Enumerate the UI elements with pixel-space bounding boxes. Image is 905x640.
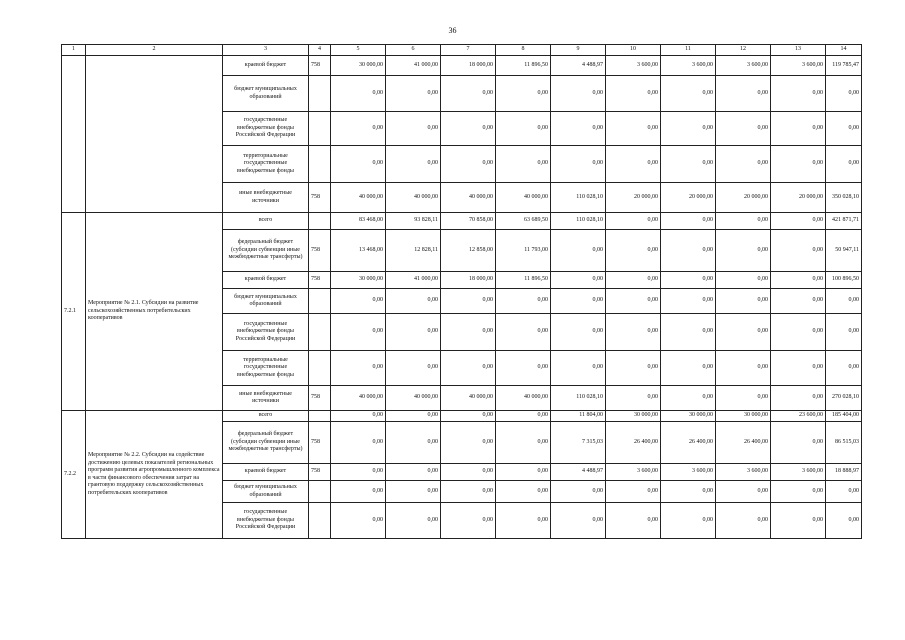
amount-cell: 40 000,00 bbox=[331, 386, 386, 411]
column-number-header: 7 bbox=[441, 45, 496, 56]
budget-code bbox=[309, 351, 331, 386]
column-number-header: 5 bbox=[331, 45, 386, 56]
funding-source: государственные внебюджетные фонды Российской Федерации bbox=[223, 112, 309, 146]
amount-cell: 86 515,03 bbox=[826, 422, 862, 464]
amount-cell: 0,00 bbox=[771, 503, 826, 539]
amount-cell: 0,00 bbox=[606, 314, 661, 351]
amount-cell: 0,00 bbox=[441, 146, 496, 183]
column-number-header-row bbox=[62, 45, 862, 56]
item-name: Мероприятие № 2.2. Субсидии на содействие достижению целевых показателей региональных программ развития агропромышленного комплекса в части финансового обеспечения затрат на грантовую поддержку сельскохозяйственных потребительских кооперативов bbox=[86, 411, 223, 539]
amount-cell: 30 000,00 bbox=[716, 411, 771, 422]
budget-code bbox=[309, 503, 331, 539]
amount-cell: 0,00 bbox=[771, 76, 826, 112]
budget-code bbox=[309, 213, 331, 230]
amount-cell: 0,00 bbox=[716, 146, 771, 183]
amount-cell: 18 000,00 bbox=[441, 56, 496, 76]
amount-cell: 270 028,10 bbox=[826, 386, 862, 411]
column-number-header: 13 bbox=[771, 45, 826, 56]
amount-cell: 0,00 bbox=[661, 146, 716, 183]
amount-cell: 0,00 bbox=[606, 272, 661, 289]
funding-source: государственные внебюджетные фонды Российской Федерации bbox=[223, 314, 309, 351]
amount-cell: 30 000,00 bbox=[661, 411, 716, 422]
amount-cell: 0,00 bbox=[826, 112, 862, 146]
amount-cell: 0,00 bbox=[496, 422, 551, 464]
amount-cell: 0,00 bbox=[606, 351, 661, 386]
funding-source: государственные внебюджетные фонды Российской Федерации bbox=[223, 503, 309, 539]
amount-cell: 0,00 bbox=[826, 76, 862, 112]
budget-code: 758 bbox=[309, 183, 331, 213]
amount-cell: 40 000,00 bbox=[331, 183, 386, 213]
amount-cell: 0,00 bbox=[661, 481, 716, 503]
amount-cell: 0,00 bbox=[331, 464, 386, 481]
amount-cell: 0,00 bbox=[331, 112, 386, 146]
amount-cell: 23 600,00 bbox=[771, 411, 826, 422]
amount-cell: 0,00 bbox=[606, 230, 661, 272]
amount-cell: 0,00 bbox=[441, 411, 496, 422]
funding-source: всего bbox=[223, 213, 309, 230]
amount-cell: 0,00 bbox=[386, 289, 441, 314]
amount-cell: 40 000,00 bbox=[441, 386, 496, 411]
budget-table bbox=[61, 44, 862, 539]
column-number-header: 2 bbox=[86, 45, 223, 56]
amount-cell: 3 600,00 bbox=[716, 464, 771, 481]
amount-cell: 0,00 bbox=[826, 314, 862, 351]
amount-cell: 41 000,00 bbox=[386, 56, 441, 76]
amount-cell: 0,00 bbox=[716, 386, 771, 411]
amount-cell: 0,00 bbox=[551, 503, 606, 539]
funding-source: бюджет муниципальных образований bbox=[223, 76, 309, 112]
item-code bbox=[62, 56, 86, 213]
amount-cell: 11 896,50 bbox=[496, 56, 551, 76]
amount-cell: 0,00 bbox=[496, 289, 551, 314]
amount-cell: 40 000,00 bbox=[386, 183, 441, 213]
amount-cell: 0,00 bbox=[606, 76, 661, 112]
funding-source: краевой бюджет bbox=[223, 56, 309, 76]
budget-code bbox=[309, 76, 331, 112]
amount-cell: 3 600,00 bbox=[606, 464, 661, 481]
amount-cell: 3 600,00 bbox=[661, 464, 716, 481]
amount-cell: 11 896,50 bbox=[496, 272, 551, 289]
amount-cell: 0,00 bbox=[386, 76, 441, 112]
amount-cell: 0,00 bbox=[496, 314, 551, 351]
amount-cell: 0,00 bbox=[331, 314, 386, 351]
amount-cell: 421 871,71 bbox=[826, 213, 862, 230]
amount-cell: 0,00 bbox=[661, 386, 716, 411]
amount-cell: 93 828,11 bbox=[386, 213, 441, 230]
amount-cell: 3 600,00 bbox=[606, 56, 661, 76]
amount-cell: 0,00 bbox=[661, 289, 716, 314]
amount-cell: 0,00 bbox=[441, 481, 496, 503]
amount-cell: 26 400,00 bbox=[606, 422, 661, 464]
amount-cell: 0,00 bbox=[496, 481, 551, 503]
amount-cell: 0,00 bbox=[386, 146, 441, 183]
table-row bbox=[62, 56, 862, 76]
amount-cell: 30 000,00 bbox=[331, 272, 386, 289]
column-number-header: 9 bbox=[551, 45, 606, 56]
amount-cell: 0,00 bbox=[716, 112, 771, 146]
amount-cell: 11 804,00 bbox=[551, 411, 606, 422]
amount-cell: 0,00 bbox=[551, 112, 606, 146]
amount-cell: 3 600,00 bbox=[771, 56, 826, 76]
amount-cell: 0,00 bbox=[331, 481, 386, 503]
amount-cell: 0,00 bbox=[441, 351, 496, 386]
amount-cell: 185 404,00 bbox=[826, 411, 862, 422]
amount-cell: 41 000,00 bbox=[386, 272, 441, 289]
funding-source: территориальные государственные внебюджетные фонды bbox=[223, 351, 309, 386]
amount-cell: 0,00 bbox=[771, 272, 826, 289]
amount-cell: 0,00 bbox=[386, 351, 441, 386]
amount-cell: 0,00 bbox=[716, 503, 771, 539]
item-name: Мероприятие № 2.1. Субсидии на развитие сельскохозяйственных потребительских кооперативов bbox=[86, 213, 223, 411]
amount-cell: 0,00 bbox=[551, 146, 606, 183]
column-number-header: 11 bbox=[661, 45, 716, 56]
amount-cell: 3 600,00 bbox=[771, 464, 826, 481]
amount-cell: 30 000,00 bbox=[331, 56, 386, 76]
amount-cell: 110 028,10 bbox=[551, 183, 606, 213]
amount-cell: 0,00 bbox=[771, 289, 826, 314]
funding-source: иные внебюджетные источники bbox=[223, 386, 309, 411]
amount-cell: 20 000,00 bbox=[716, 183, 771, 213]
amount-cell: 0,00 bbox=[826, 481, 862, 503]
amount-cell: 0,00 bbox=[331, 76, 386, 112]
amount-cell: 0,00 bbox=[606, 213, 661, 230]
amount-cell: 0,00 bbox=[606, 503, 661, 539]
amount-cell: 0,00 bbox=[496, 146, 551, 183]
funding-source: федеральный бюджет (субсидии субвенции иные межбюджетные трансферты) bbox=[223, 422, 309, 464]
funding-source: бюджет муниципальных образований bbox=[223, 481, 309, 503]
amount-cell: 0,00 bbox=[716, 230, 771, 272]
amount-cell: 0,00 bbox=[496, 411, 551, 422]
amount-cell: 7 315,03 bbox=[551, 422, 606, 464]
amount-cell: 0,00 bbox=[551, 289, 606, 314]
amount-cell: 0,00 bbox=[386, 112, 441, 146]
budget-code: 758 bbox=[309, 422, 331, 464]
budget-code: 758 bbox=[309, 56, 331, 76]
amount-cell: 26 400,00 bbox=[716, 422, 771, 464]
amount-cell: 0,00 bbox=[716, 213, 771, 230]
column-number-header: 10 bbox=[606, 45, 661, 56]
item-name bbox=[86, 56, 223, 213]
amount-cell: 0,00 bbox=[771, 146, 826, 183]
amount-cell: 110 028,10 bbox=[551, 386, 606, 411]
budget-code bbox=[309, 289, 331, 314]
amount-cell: 0,00 bbox=[606, 289, 661, 314]
amount-cell: 0,00 bbox=[661, 351, 716, 386]
amount-cell: 26 400,00 bbox=[661, 422, 716, 464]
amount-cell: 0,00 bbox=[386, 481, 441, 503]
amount-cell: 350 028,10 bbox=[826, 183, 862, 213]
budget-code bbox=[309, 146, 331, 183]
amount-cell: 0,00 bbox=[386, 503, 441, 539]
amount-cell: 110 028,10 bbox=[551, 213, 606, 230]
amount-cell: 0,00 bbox=[661, 314, 716, 351]
amount-cell: 0,00 bbox=[606, 146, 661, 183]
funding-source: бюджет муниципальных образований bbox=[223, 289, 309, 314]
amount-cell: 0,00 bbox=[331, 146, 386, 183]
amount-cell: 0,00 bbox=[826, 289, 862, 314]
amount-cell: 83 468,00 bbox=[331, 213, 386, 230]
amount-cell: 0,00 bbox=[826, 503, 862, 539]
amount-cell: 3 600,00 bbox=[661, 56, 716, 76]
budget-code bbox=[309, 112, 331, 146]
budget-code bbox=[309, 314, 331, 351]
item-code: 7.2.2 bbox=[62, 411, 86, 539]
amount-cell: 30 000,00 bbox=[606, 411, 661, 422]
amount-cell: 0,00 bbox=[771, 112, 826, 146]
amount-cell: 0,00 bbox=[551, 481, 606, 503]
amount-cell: 0,00 bbox=[331, 289, 386, 314]
amount-cell: 0,00 bbox=[441, 112, 496, 146]
column-number-header: 8 bbox=[496, 45, 551, 56]
amount-cell: 0,00 bbox=[331, 351, 386, 386]
page-number: 36 bbox=[448, 26, 457, 35]
budget-code bbox=[309, 481, 331, 503]
amount-cell: 0,00 bbox=[771, 422, 826, 464]
amount-cell: 0,00 bbox=[386, 422, 441, 464]
amount-cell: 0,00 bbox=[716, 76, 771, 112]
amount-cell: 0,00 bbox=[386, 464, 441, 481]
amount-cell: 0,00 bbox=[771, 213, 826, 230]
column-number-header: 1 bbox=[62, 45, 86, 56]
amount-cell: 0,00 bbox=[551, 230, 606, 272]
amount-cell: 0,00 bbox=[441, 314, 496, 351]
amount-cell: 20 000,00 bbox=[661, 183, 716, 213]
funding-source: краевой бюджет bbox=[223, 272, 309, 289]
amount-cell: 100 896,50 bbox=[826, 272, 862, 289]
funding-source: иные внебюджетные источники bbox=[223, 183, 309, 213]
funding-source: всего bbox=[223, 411, 309, 422]
amount-cell: 0,00 bbox=[606, 481, 661, 503]
amount-cell: 4 488,97 bbox=[551, 464, 606, 481]
amount-cell: 18 000,00 bbox=[441, 272, 496, 289]
column-number-header: 3 bbox=[223, 45, 309, 56]
column-number-header: 14 bbox=[826, 45, 862, 56]
budget-code bbox=[309, 411, 331, 422]
amount-cell: 11 793,00 bbox=[496, 230, 551, 272]
amount-cell: 0,00 bbox=[496, 351, 551, 386]
budget-code: 758 bbox=[309, 272, 331, 289]
amount-cell: 0,00 bbox=[826, 146, 862, 183]
amount-cell: 0,00 bbox=[551, 314, 606, 351]
amount-cell: 0,00 bbox=[661, 112, 716, 146]
amount-cell: 0,00 bbox=[826, 351, 862, 386]
column-number-header: 6 bbox=[386, 45, 441, 56]
amount-cell: 40 000,00 bbox=[496, 183, 551, 213]
amount-cell: 40 000,00 bbox=[386, 386, 441, 411]
amount-cell: 0,00 bbox=[661, 230, 716, 272]
amount-cell: 0,00 bbox=[771, 314, 826, 351]
amount-cell: 0,00 bbox=[661, 272, 716, 289]
item-code: 7.2.1 bbox=[62, 213, 86, 411]
amount-cell: 0,00 bbox=[386, 314, 441, 351]
amount-cell: 119 785,47 bbox=[826, 56, 862, 76]
amount-cell: 0,00 bbox=[606, 386, 661, 411]
budget-code: 758 bbox=[309, 230, 331, 272]
amount-cell: 0,00 bbox=[716, 272, 771, 289]
amount-cell: 12 828,11 bbox=[386, 230, 441, 272]
amount-cell: 70 858,00 bbox=[441, 213, 496, 230]
amount-cell: 0,00 bbox=[441, 289, 496, 314]
amount-cell: 0,00 bbox=[606, 112, 661, 146]
amount-cell: 18 888,97 bbox=[826, 464, 862, 481]
amount-cell: 0,00 bbox=[716, 481, 771, 503]
funding-source: краевой бюджет bbox=[223, 464, 309, 481]
amount-cell: 4 488,97 bbox=[551, 56, 606, 76]
amount-cell: 12 858,00 bbox=[441, 230, 496, 272]
amount-cell: 0,00 bbox=[716, 351, 771, 386]
table-row bbox=[62, 411, 862, 422]
funding-source: территориальные государственные внебюджетные фонды bbox=[223, 146, 309, 183]
amount-cell: 3 600,00 bbox=[716, 56, 771, 76]
amount-cell: 0,00 bbox=[771, 351, 826, 386]
amount-cell: 0,00 bbox=[771, 230, 826, 272]
amount-cell: 0,00 bbox=[496, 503, 551, 539]
amount-cell: 0,00 bbox=[331, 422, 386, 464]
column-number-header: 4 bbox=[309, 45, 331, 56]
amount-cell: 20 000,00 bbox=[606, 183, 661, 213]
amount-cell: 50 947,11 bbox=[826, 230, 862, 272]
amount-cell: 0,00 bbox=[551, 351, 606, 386]
amount-cell: 0,00 bbox=[496, 76, 551, 112]
amount-cell: 0,00 bbox=[661, 213, 716, 230]
budget-code: 758 bbox=[309, 464, 331, 481]
amount-cell: 0,00 bbox=[441, 464, 496, 481]
amount-cell: 0,00 bbox=[661, 503, 716, 539]
amount-cell: 0,00 bbox=[441, 422, 496, 464]
funding-source: федеральный бюджет (субсидии субвенции иные межбюджетные трансферты) bbox=[223, 230, 309, 272]
table-row bbox=[62, 213, 862, 230]
amount-cell: 40 000,00 bbox=[496, 386, 551, 411]
amount-cell: 0,00 bbox=[771, 481, 826, 503]
budget-code: 758 bbox=[309, 386, 331, 411]
amount-cell: 40 000,00 bbox=[441, 183, 496, 213]
amount-cell: 63 689,50 bbox=[496, 213, 551, 230]
amount-cell: 0,00 bbox=[331, 503, 386, 539]
amount-cell: 0,00 bbox=[496, 112, 551, 146]
column-number-header: 12 bbox=[716, 45, 771, 56]
amount-cell: 20 000,00 bbox=[771, 183, 826, 213]
amount-cell: 0,00 bbox=[496, 464, 551, 481]
amount-cell: 13 468,00 bbox=[331, 230, 386, 272]
amount-cell: 0,00 bbox=[386, 411, 441, 422]
amount-cell: 0,00 bbox=[716, 289, 771, 314]
amount-cell: 0,00 bbox=[441, 503, 496, 539]
amount-cell: 0,00 bbox=[551, 76, 606, 112]
amount-cell: 0,00 bbox=[551, 272, 606, 289]
amount-cell: 0,00 bbox=[441, 76, 496, 112]
amount-cell: 0,00 bbox=[771, 386, 826, 411]
amount-cell: 0,00 bbox=[331, 411, 386, 422]
amount-cell: 0,00 bbox=[716, 314, 771, 351]
amount-cell: 0,00 bbox=[661, 76, 716, 112]
